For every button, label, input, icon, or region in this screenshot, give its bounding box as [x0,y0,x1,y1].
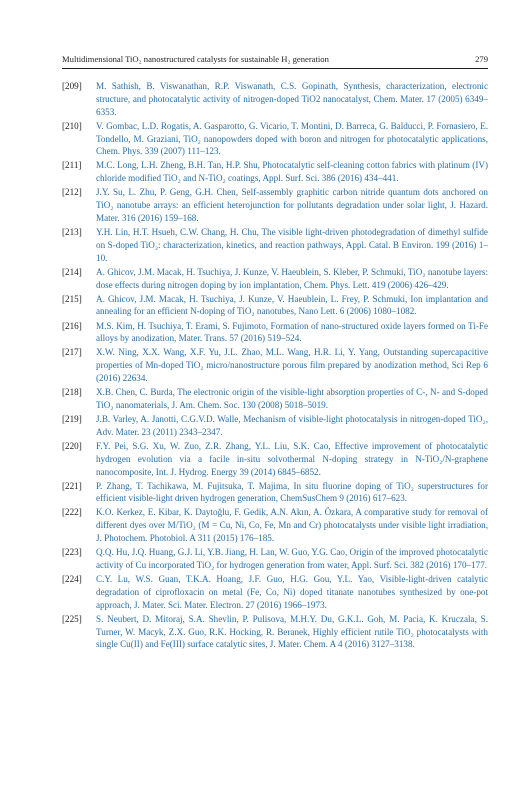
reference-item [62,506,488,545]
reference-item [62,293,488,319]
reference-number: [218] [62,387,82,398]
reference-number: [211] [62,160,82,171]
reference-number: [209] [62,81,82,91]
running-head [62,52,488,66]
reference-number: [216] [62,320,82,331]
reference-number: [223] [62,547,82,558]
reference-link[interactable]: S. Neubert, D. Mitoraj, S.A. Shevlin, P. Pulisova, M.H.Y. Du, G.K.L. Goh, M. Pacia, K. Kruczala, S. Turner, W. Macyk, Z.X. Guo, R.K. Hocking, R. Beranek, Highly efficient rutile TiO₂ photocatalysts with single Cu(II) and Fe(III) surface catalytic sites, J. Mater. Chem. A 4 (2016) 3127–3138. [96,613,488,650]
reference-number: [225] [62,613,82,624]
reference-item [62,346,488,385]
reference-link[interactable]: X.W. Ning, X.X. Wang, X.F. Yu, J.L. Zhao, M.L. Wang, H.R. Li, Y. Yang, Outstanding supercapacitive properties of Mn-doped TiO₂ micro/nanostructure porous film prepared by anodization method, Sci Rep 6 (2016) 22634. [96,347,488,384]
reference-link[interactable]: X.B. Chen, C. Burda, The electronic origin of the visible-light absorption properties of C-, N- and S-doped TiO₂ nanomaterials, J. Am. Chem. Soc. 130 (2008) 5018–5019. [96,387,488,410]
reference-item [62,186,488,225]
reference-link[interactable]: F.Y. Pei, S.G. Xu, W. Zuo, Z.R. Zhang, Y.L. Liu, S.K. Cao, Effective improvement of photocatalytic hydrogen evolution via a facile in-situ solvothermal N-doping strategy in N-TiO₂/N-graphene nanocomposite, Int. J. Hydrog. Energy 39 (2014) 6845–6852. [96,440,488,477]
reference-link[interactable]: C.Y. Lu, W.S. Guan, T.K.A. Hoang, J.F. Guo, H.G. Gou, Y.L. Yao, Visible-light-driven catalytic degradation of ciprofloxacin on metal (Fe, Co, Ni) doped titanate nanotubes synthesized by one-pot approach, J. Mater. Sci. Mater. Electron. 27 (2016) 1966–1973. [96,574,488,610]
reference-number: [222] [62,507,82,518]
reference-item [62,440,488,479]
reference-number: [214] [62,266,82,277]
reference-number: [213] [62,227,82,238]
reference-number: [215] [62,293,82,304]
reference-item [62,320,488,346]
reference-link[interactable]: M.C. Long, L.H. Zheng, B.H. Tan, H.P. Shu, Photocatalytic self-cleaning cotton fabrics with platinum (IV) chloride modified TiO₂ and N-TiO₂ coatings, Appl. Surf. Sci. 386 (2016) 434–441. [96,160,488,184]
reference-number: [210] [62,120,82,131]
reference-item [62,613,488,652]
reference-link[interactable]: K.O. Kerkez, E. Kibar, K. Daytoğlu, F. Gedik, A.N. Akın, A. Özkara, A comparative study for removal of different dyes over M/TiO₂ (M = Cu, Ni, Co, Fe, Mn and Cr) photocatalysts under visible light irradiation, J. Photochem. Photobiol. A 311 (2015) 176–185. [96,507,488,544]
reference-item [62,386,488,412]
reference-item [62,480,488,506]
reference-link[interactable]: J.Y. Su, L. Zhu, P. Geng, G.H. Chen, Self-assembly graphitic carbon nitride quantum dots anchored on TiO₂ nanotube arrays: an efficient heterojunction for pollutants degradation under solar light, J. Hazard. Mater. 316 (2016) 159–168. [96,187,488,223]
page-number: 279 [475,54,488,64]
reference-link[interactable]: J.B. Varley, A. Janotti, C.G.V.D. Walle, Mechanism of visible-light photocatalysis in nitrogen-doped TiO₂, Adv. Mater. 23 (2011) 2343–2347. [96,413,488,437]
reference-number: [219] [62,413,82,424]
reference-link[interactable]: M. Sathish, B. Viswanathan, R.P. Viswanath, C.S. Gopinath, Synthesis, characterization, electronic structure, and photocatalytic activity of nitrogen-doped TiO2 nanocatalyst, Chem. Mater. 17 (2005) 6349–6353. [96,81,488,117]
reference-link[interactable]: A. Ghicov, J.M. Macak, H. Tsuchiya, J. Kunze, V. Haeublein, S. Kleber, P. Schmuki, TiO₂ nanotube layers: dose effects during nitrogen doping by ion implantation, Chem. Phys. Lett. 419 (2006) 426–429. [96,266,488,290]
reference-item [62,546,488,572]
reference-item [62,226,488,265]
reference-link[interactable]: Y.H. Lin, H.T. Hsueh, C.W. Chang, H. Chu, The visible light-driven photodegradation of dimethyl sulfide on S-doped TiO₂: characterization, kinetics, and reaction pathways, Appl. Catal. B Environ. 199 (2016) 1–10. [96,227,488,263]
reference-number: [217] [62,347,82,358]
reference-link[interactable]: V. Gombac, L.D. Rogatis, A. Gasparotto, G. Vicario, T. Montini, D. Barreca, G. Balducci, P. Fornasiero, E. Tondello, M. Graziani, TiO₂ nanopowders doped with boron and nitrogen for photocatalytic applications, Chem. Phys. 339 (2007) 111–123. [96,120,488,157]
reference-number: [220] [62,440,82,451]
reference-list [62,80,488,652]
header-rule [62,68,488,69]
reference-number: [221] [62,480,82,491]
reference-item [62,413,488,439]
reference-item [62,159,488,185]
reference-item [62,120,488,159]
reference-number: [212] [62,187,82,198]
running-title: Multidimensional TiO₂ nanostructured catalysts for sustainable H₂ generation [62,54,329,64]
reference-item [62,266,488,292]
reference-item [62,573,488,612]
reference-link[interactable]: A. Ghicov, J.M. Macak, H. Tsuchiya, J. Kunze, V. Haeublein, L. Frey, P. Schmuki, Ion implantation and annealing for an efficient N-doping of TiO₂ nanotubes, Nano Lett. 6 (2006) 1080–1082. [96,293,488,317]
reference-link[interactable]: P. Zhang, T. Tachikawa, M. Fujitsuka, T. Majima, In situ fluorine doping of TiO₂ superstructures for efficient visible-light driven hydrogen generation, ChemSusChem 9 (2016) 617–623. [96,480,488,504]
reference-link[interactable]: Q.Q. Hu, J.Q. Huang, G.J. Li, Y.B. Jiang, H. Lan, W. Guo, Y.G. Cao, Origin of the improved photocatalytic activity of Cu incorporated TiO₂ for hydrogen generation from water, Appl. Surf. Sci. 382 (2016) 170–177. [96,547,488,570]
reference-link[interactable]: M.S. Kim, H. Tsuchiya, T. Erami, S. Fujimoto, Formation of nano-structured oxide layers formed on Ti-Fe alloys by anodization, Mater. Trans. 57 (2016) 519–524. [96,320,488,344]
reference-item [62,80,488,119]
reference-number: [224] [62,574,82,585]
